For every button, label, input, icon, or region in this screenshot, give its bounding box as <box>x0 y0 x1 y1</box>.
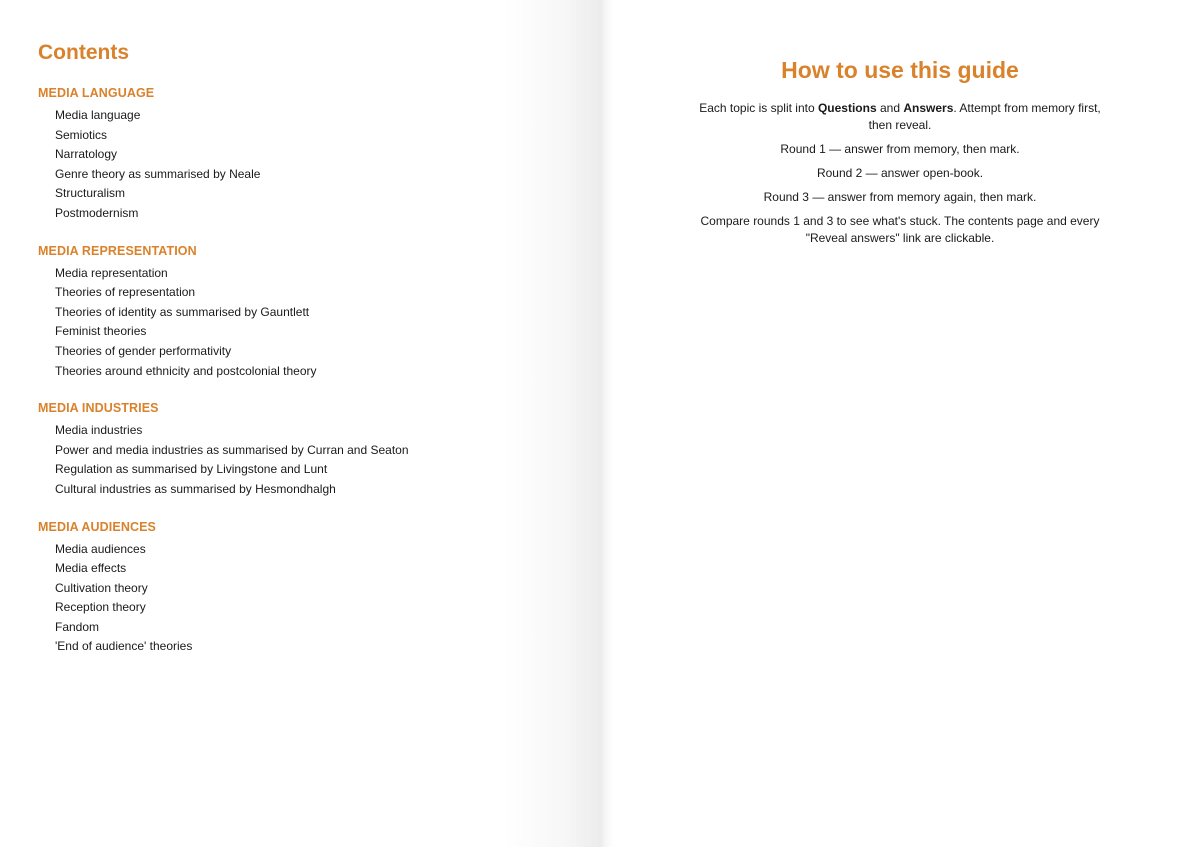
questions-label: Questions <box>817 101 877 115</box>
toc-link[interactable]: Genre theory as summarised by Neale <box>55 166 261 181</box>
toc-section <box>38 401 600 499</box>
toc-list <box>38 264 600 382</box>
table-of-contents <box>38 86 600 657</box>
toc-link[interactable]: Regulation as summarised by Livingstone and Lunt <box>55 462 328 477</box>
round-1-instruction: Round 1 — answer from memory, then mark. <box>780 142 1020 156</box>
toc-link[interactable]: Theories of representation <box>55 285 196 300</box>
toc-link[interactable]: Media audiences <box>55 541 146 556</box>
toc-link[interactable]: Reception theory <box>55 600 146 615</box>
guide-intro-text: . Attempt from memory first, then reveal. <box>868 101 1101 132</box>
toc-list <box>38 106 600 224</box>
toc-link[interactable]: Postmodernism <box>55 205 139 220</box>
answers-label: Answers <box>903 101 954 115</box>
section-heading: MEDIA LANGUAGE <box>38 86 155 100</box>
toc-link[interactable]: Fandom <box>55 619 100 634</box>
toc-link[interactable]: Narratology <box>55 147 118 162</box>
toc-link[interactable]: Semiotics <box>55 127 108 142</box>
guide-intro <box>690 100 1110 134</box>
guide-title: How to use this guide <box>781 57 1019 83</box>
toc-link[interactable]: Theories of gender performativity <box>55 343 232 358</box>
toc-section <box>38 244 600 382</box>
round-2-instruction: Round 2 — answer open-book. <box>816 166 984 180</box>
toc-link[interactable]: Media effects <box>55 561 127 576</box>
section-heading: MEDIA AUDIENCES <box>38 519 156 534</box>
contents-title: Contents <box>38 41 129 64</box>
toc-link[interactable]: Media representation <box>55 265 168 280</box>
toc-link[interactable]: 'End of audience' theories <box>55 639 193 654</box>
toc-link[interactable]: Media industries <box>55 423 143 438</box>
guide-panel <box>690 56 1110 254</box>
section-heading: MEDIA REPRESENTATION <box>38 243 197 258</box>
compare-instruction: Compare rounds 1 and 3 to see what's stuck. The contents page and every "Reveal answers" link are clickable. <box>700 214 1100 245</box>
toc-section <box>38 520 600 658</box>
toc-list <box>38 421 600 499</box>
toc-list <box>38 540 600 658</box>
guide-intro-text: and <box>876 101 904 115</box>
toc-link[interactable]: Cultivation theory <box>55 580 148 595</box>
toc-link[interactable]: Cultural industries as summarised by Hesmondhalgh <box>55 481 336 496</box>
toc-link[interactable]: Theories of identity as summarised by Gauntlett <box>55 304 310 319</box>
toc-section <box>38 86 600 224</box>
round-3-instruction: Round 3 — answer from memory again, then mark. <box>763 190 1037 204</box>
toc-link[interactable]: Media language <box>55 108 141 122</box>
toc-link[interactable]: Theories around ethnicity and postcolonial theory <box>55 363 317 378</box>
toc-link[interactable]: Power and media industries as summarised by Curran and Seaton <box>55 442 409 457</box>
guide-page <box>600 0 1200 847</box>
guide-intro-text: Each topic is split into <box>699 101 818 115</box>
toc-link[interactable]: Structuralism <box>55 186 126 201</box>
toc-link[interactable]: Feminist theories <box>55 324 147 339</box>
section-heading: MEDIA INDUSTRIES <box>38 401 159 416</box>
